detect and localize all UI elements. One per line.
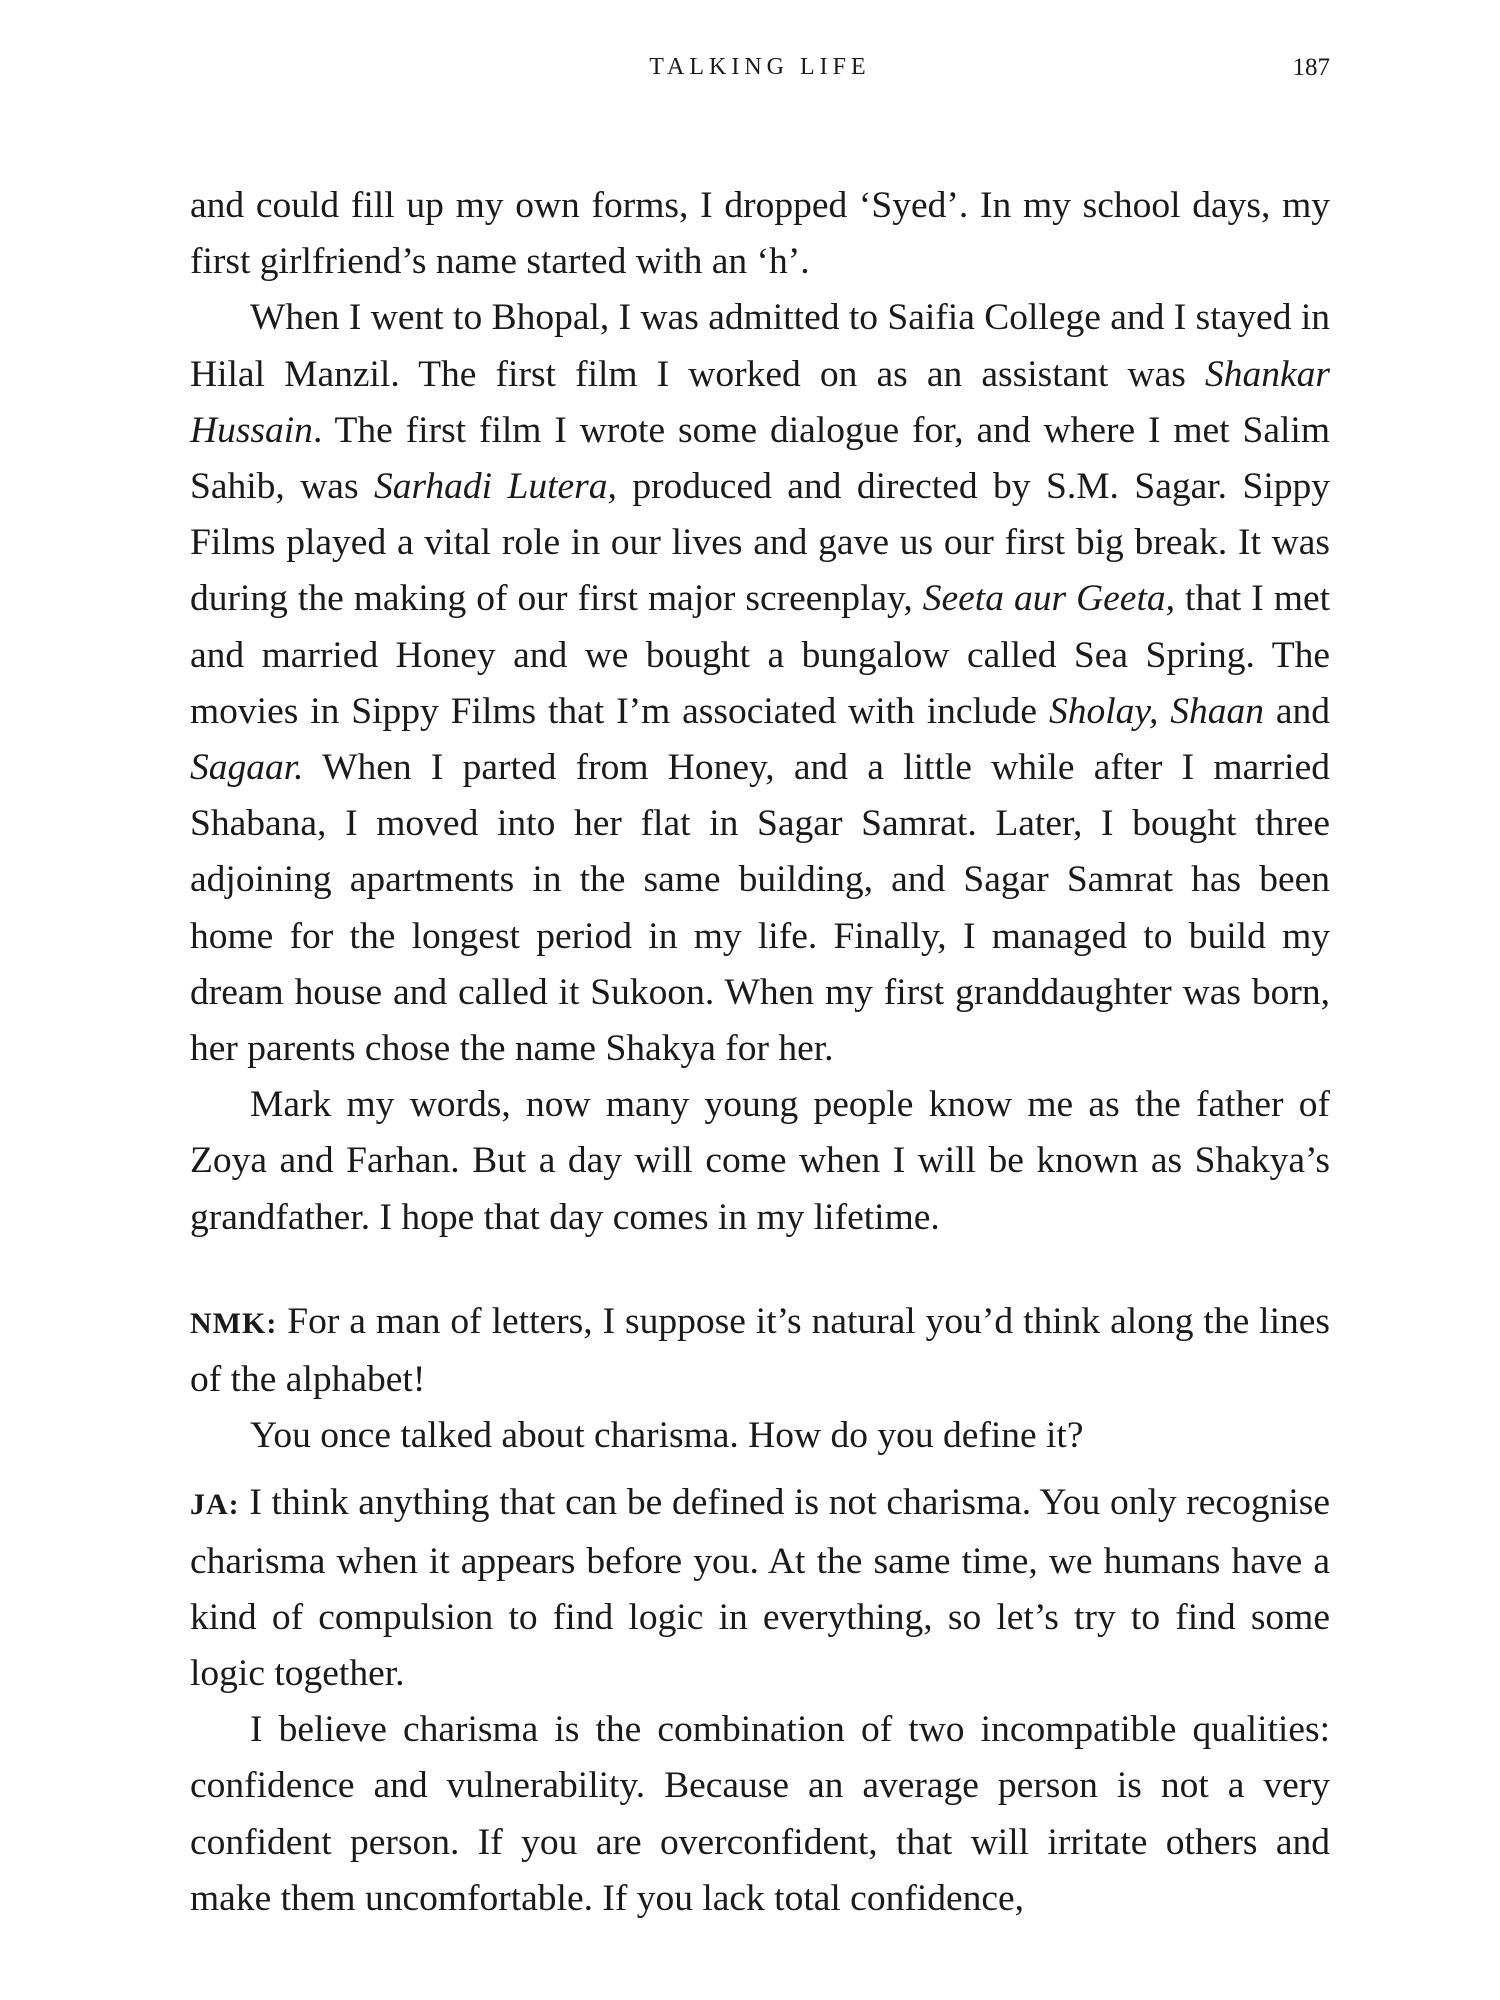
film-title: Shankar Hussain bbox=[190, 353, 1330, 451]
text-segment: . The first film I wrote some dialogue for, and where I met Salim Sahib, was bbox=[190, 409, 1330, 508]
running-title: TALKING LIFE bbox=[649, 54, 871, 80]
text-segment: and bbox=[1263, 690, 1330, 732]
text-segment: produced and directed by S.M. Sagar. Sippy Films played a vital role in our lives and gave us our first big break. It was during the making of our first major screenplay, bbox=[190, 466, 1330, 620]
body-text bbox=[190, 178, 1330, 1927]
text-segment: that I met and married Honey and we bought a bungalow called Sea Spring. The movies in Sippy Films that I’m associated with include bbox=[190, 578, 1331, 732]
speaker-label: JA: bbox=[190, 1488, 240, 1522]
question-text: For a man of letters, I suppose it’s natural you’d think along the lines of the alphabet! bbox=[190, 1300, 1330, 1401]
paragraph-places-and-films bbox=[190, 290, 1330, 1077]
film-title: Sarhadi Lutera, bbox=[373, 466, 617, 508]
paragraph-continuation: and could fill up my own forms, I dropped ‘Syed’. In my school days, my first girlfriend’s name started with an ‘h’. bbox=[190, 185, 1330, 283]
running-head bbox=[190, 54, 1330, 94]
paragraph-charisma-definition: I believe charisma is the combination of two incompatible qualities: confidence and vulnerability. Because an average person is not a very confident person. If you are overconfident, that will irritate others and make them uncomfortable. If you lack total confidence, bbox=[190, 1709, 1330, 1919]
film-title: Seeta aur Geeta, bbox=[922, 578, 1175, 620]
text-segment: When I went to Bhopal, I was admitted to Saifia College and I stayed in Hilal Manzil. The first film I worked on as an assistant was bbox=[190, 297, 1330, 395]
text-segment: When I parted from Honey, and a little while after I married Shabana, I moved into her flat in Sagar Samrat. Later, I bought three adjoining apartments in the same building, and Sagar Samrat has been home for the longest period in my life. Finally, I managed to build my dream house and called it Sukoon. When my first granddaughter was born, her parents chose the name Shakya for her. bbox=[190, 747, 1330, 1070]
page-number: 187 bbox=[1292, 54, 1330, 81]
speaker-label: NMK: bbox=[190, 1306, 278, 1340]
answer-text: I think anything that can be defined is not charisma. You only recognise charisma when it appears before you. At the same time, we humans have a kind of compulsion to find logic in everything, so let’s try to find some logic together. bbox=[190, 1482, 1330, 1695]
film-title: Sagaar. bbox=[190, 747, 304, 789]
question-nmk bbox=[190, 1294, 1330, 1408]
question-charisma: You once talked about charisma. How do you define it? bbox=[250, 1415, 1084, 1457]
answer-ja bbox=[190, 1475, 1330, 1702]
paragraph-grandfather: Mark my words, now many young people know me as the father of Zoya and Farhan. But a day will come when I will be known as Shakya’s grandfather. I hope that day comes in my lifetime. bbox=[190, 1084, 1330, 1238]
film-title: Sholay, Shaan bbox=[1048, 690, 1264, 732]
